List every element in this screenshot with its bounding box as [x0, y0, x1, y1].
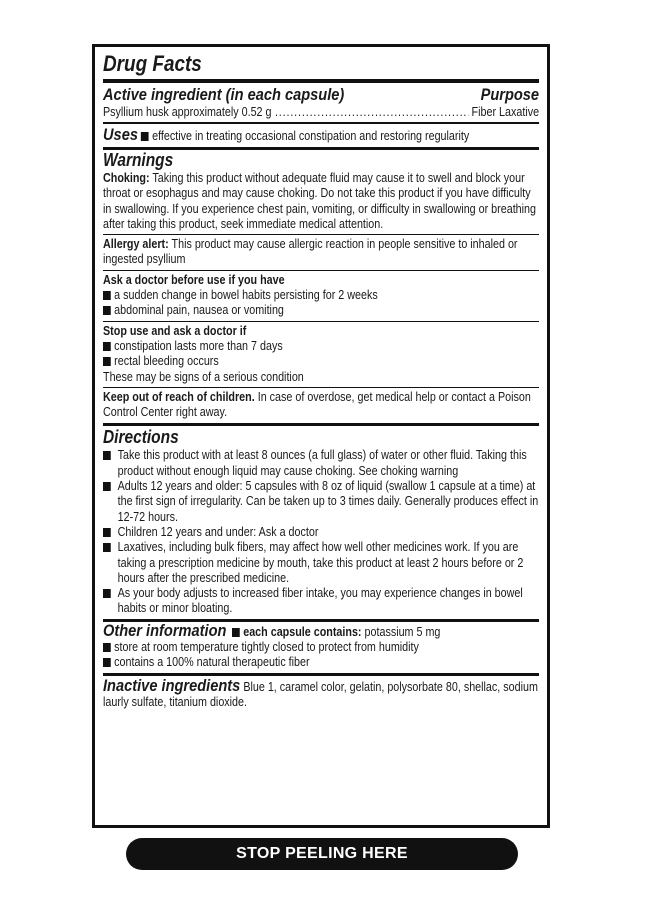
stop-peeling-banner: STOP PEELING HERE [126, 838, 518, 870]
bullet-square-icon [103, 306, 111, 315]
other-information-heading: Other information [103, 620, 227, 640]
choking-label: Choking: [103, 171, 150, 185]
bullet-square-icon [103, 543, 111, 552]
inactive-ingredients-heading: Inactive ingredients [103, 675, 241, 695]
allergy-text: This product may cause allergic reaction in people sensitive to inhaled or ingested psyllium [103, 237, 518, 267]
directions-heading: Directions [103, 427, 179, 448]
active-ingredient-header [103, 85, 539, 105]
capsule-contains-text: potassium 5 mg [364, 624, 441, 639]
ask-doctor-heading: Ask a doctor before use if you have [103, 272, 285, 287]
list-item: contains a 100% natural therapeutic fiber [103, 655, 539, 670]
choking-warning [103, 171, 539, 235]
other-information-section [103, 622, 539, 676]
bullet-square-icon [103, 589, 111, 598]
list-item: a sudden change in bowel habits persisting for 2 weeks [103, 288, 539, 303]
list-item: rectal bleeding occurs [103, 354, 539, 369]
bullet-square-icon [103, 451, 111, 460]
ask-doctor-section [103, 271, 539, 322]
active-ingredient-heading: Active ingredient (in each capsule) [103, 85, 345, 104]
list-item: abdominal pain, nausea or vomiting [103, 303, 539, 318]
drug-facts-panel [92, 44, 550, 828]
bullet-square-icon [103, 643, 111, 652]
active-ingredient-purpose: Fiber Laxative [471, 105, 540, 119]
stop-use-section [103, 322, 539, 388]
keep-out-label: Keep out of reach of children. [103, 389, 255, 404]
keep-out-text: In case of overdose, get medical help or contact a Poison Control Center right away. [103, 389, 531, 420]
capsule-contains-label: each capsule contains: [243, 624, 362, 639]
allergy-alert [103, 235, 539, 271]
stop-use-heading: Stop use and ask a doctor if [103, 323, 247, 338]
list-item: As your body adjusts to increased fiber intake, you may experience changes in bowel habits or minor bloating. [103, 586, 539, 617]
bullet-square-icon [103, 482, 111, 491]
inactive-ingredients-section [103, 676, 539, 711]
list-item: Laxatives, including bulk fibers, may affect how well other medicines work. If you are taking a prescription medicine by mouth, take this product at least 2 hours before or 2 hours after the prescribed medicine. [103, 540, 539, 586]
warnings-heading: Warnings [103, 150, 174, 170]
drug-facts-content [103, 51, 539, 710]
list-item: Children 12 years and under: Ask a doctor [103, 525, 539, 540]
purpose-heading: Purpose [480, 85, 540, 104]
choking-text: Taking this product without adequate fluid may cause it to swell and block your throat or esophagus and may cause choking. Do not take this product if you have difficulty in swallowing. If you experience chest pain, vomiting, or difficulty in swallowing or breathing after taking this product, seek immediate medical attention. [103, 171, 537, 231]
stop-use-note: These may be signs of a serious condition [103, 369, 304, 384]
inactive-ingredients-text: Blue 1, caramel color, gelatin, polysorbate 80, shellac, sodium laurly sulfate, titanium dioxide. [103, 679, 538, 709]
active-ingredient-row [103, 105, 539, 124]
other-information-line [103, 620, 539, 640]
uses-heading: Uses [103, 125, 138, 144]
bullet-square-icon [103, 658, 111, 667]
bullet-square-icon [103, 342, 111, 351]
bullet-square-icon [103, 291, 111, 300]
uses-text: effective in treating occasional constipation and restoring regularity [152, 129, 470, 143]
allergy-label: Allergy alert: [103, 237, 169, 252]
bullet-square-icon [103, 528, 111, 537]
leader-dots [275, 105, 468, 120]
list-item: Adults 12 years and older: 5 capsules with 8 oz of liquid (swallow 1 capsule at a time) at the first sign of irregularity. Can be taken up to 3 times daily. Generally produces effect in 12-72 hours. [103, 479, 539, 525]
list-item: constipation lasts more than 7 days [103, 339, 539, 354]
drug-facts-title: Drug Facts [103, 51, 539, 83]
directions-section [103, 427, 539, 621]
list-item: Take this product with at least 8 ounces (a full glass) of water or other fluid. Taking this product without enough liquid may cause choking. See choking warning [103, 448, 539, 479]
active-ingredient-name: Psyllium husk approximately 0.52 g [103, 105, 272, 119]
uses-section [103, 124, 539, 150]
keep-out-of-reach [103, 388, 539, 427]
bullet-square-icon [232, 628, 240, 637]
bullet-square-icon [103, 357, 111, 366]
list-item: store at room temperature tightly closed to protect from humidity [103, 640, 539, 655]
bullet-square-icon [141, 132, 149, 141]
